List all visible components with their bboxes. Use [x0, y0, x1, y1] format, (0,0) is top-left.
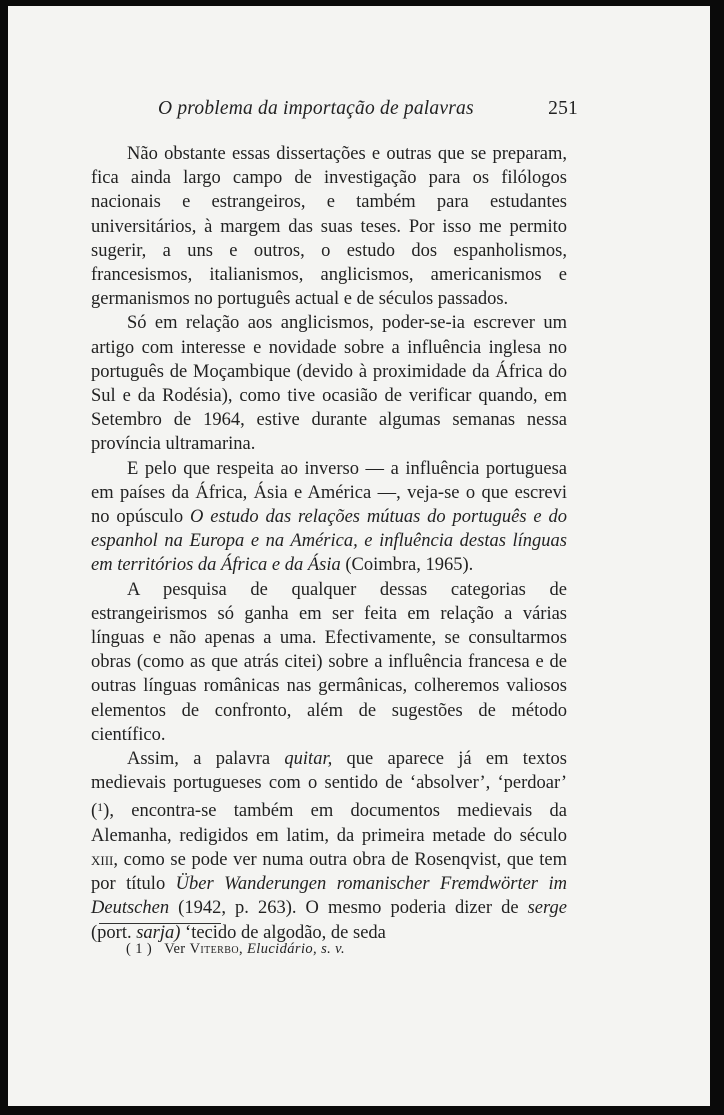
text-run: Não obstante essas dissertações e outras que se preparam, fica ainda largo campo de investigação para os filólogos nacionais e estrangeiros, e também para estudantes universitários, à margem das suas teses. Por isso me permito sugerir, a uns e outros, o estudo dos espanholismos, francesismos, italianismos, anglicismos, americanismos e germanismos no português actual e de séculos passados.: [91, 144, 567, 310]
running-header: [158, 98, 578, 120]
text-run: (Coimbra, 1965).: [340, 555, 474, 576]
paragraph: [91, 311, 567, 456]
paragraph: [91, 142, 567, 311]
text-run: ‘tecido de algodão, de seda: [180, 922, 386, 943]
text-run: Assim, a palavra: [127, 749, 285, 770]
page-number: 251: [548, 98, 578, 119]
footnote-comma: ,: [238, 941, 248, 957]
text-run: E pelo que respeita ao inverso — a influência portuguesa em países da África, Ásia e América —, veja-se o que escrevi no opúsculo: [91, 458, 567, 528]
footnote-reference: 1: [97, 800, 104, 815]
paragraph: [91, 457, 567, 578]
text-run: Só em relação aos anglicismos, poder-se-ia escrever um artigo com interesse e novidade sobre a influência inglesa no português de Moçambique (devido à proximidade da África do Sul e da Rodésia), como tive ocasião de verificar quando, em Setembro de 1964, estive durante algumas semanas nessa província ultramarina.: [91, 313, 567, 455]
footnote-author: Viterbo: [189, 941, 239, 957]
text-run: serge: [527, 898, 567, 919]
paragraph: [91, 578, 567, 747]
text-run: (port.: [91, 922, 137, 943]
text-run: (1942, p. 263). O mesmo poderia dizer de: [169, 898, 528, 919]
footnote-prefix: Ver: [164, 941, 190, 957]
body-text: [91, 142, 567, 945]
text-run: que aparece já em textos medievais portugueses com o sentido de ‘absolver’, ‘perdoar’ (: [91, 749, 567, 822]
text-run: xiii: [91, 849, 114, 870]
text-run: quitar,: [284, 749, 333, 770]
footnote-rule: [99, 923, 221, 924]
text-run: O estudo das relações mútuas do português e do espanhol na Europa e na América, e influência destas línguas em territórios da África e da Ásia: [91, 507, 567, 576]
text-run: Über Wanderungen romanischer Fremdwörter im Deutschen: [91, 874, 567, 919]
footnote-marker: ( 1 ): [126, 941, 153, 957]
text-run: A pesquisa de qualquer dessas categorias de estrangeirismos só ganha em ser feita em relação a várias línguas e não apenas a uma. Efectivamente, se consultarmos obras (como as que atrás citei) sobre a influência francesa e de outras línguas românicas nas germânicas, colheremos valiosos elementos de confronto, além de sugestões de método científico.: [91, 579, 567, 745]
running-title: O problema da importação de palavras: [158, 98, 474, 119]
text-run: ), encontra-se também em documentos medievais da Alemanha, redigidos em latim, da primeira metade do século: [91, 801, 567, 846]
footnote-work: Elucidário, s. v.: [247, 941, 345, 957]
book-page: [8, 6, 710, 1106]
footnote: [126, 941, 345, 958]
paragraph: [91, 747, 567, 945]
text-run: , como se pode ver numa outra obra de Rosenqvist, que tem por título: [91, 849, 567, 895]
text-run: sarja): [136, 922, 181, 943]
